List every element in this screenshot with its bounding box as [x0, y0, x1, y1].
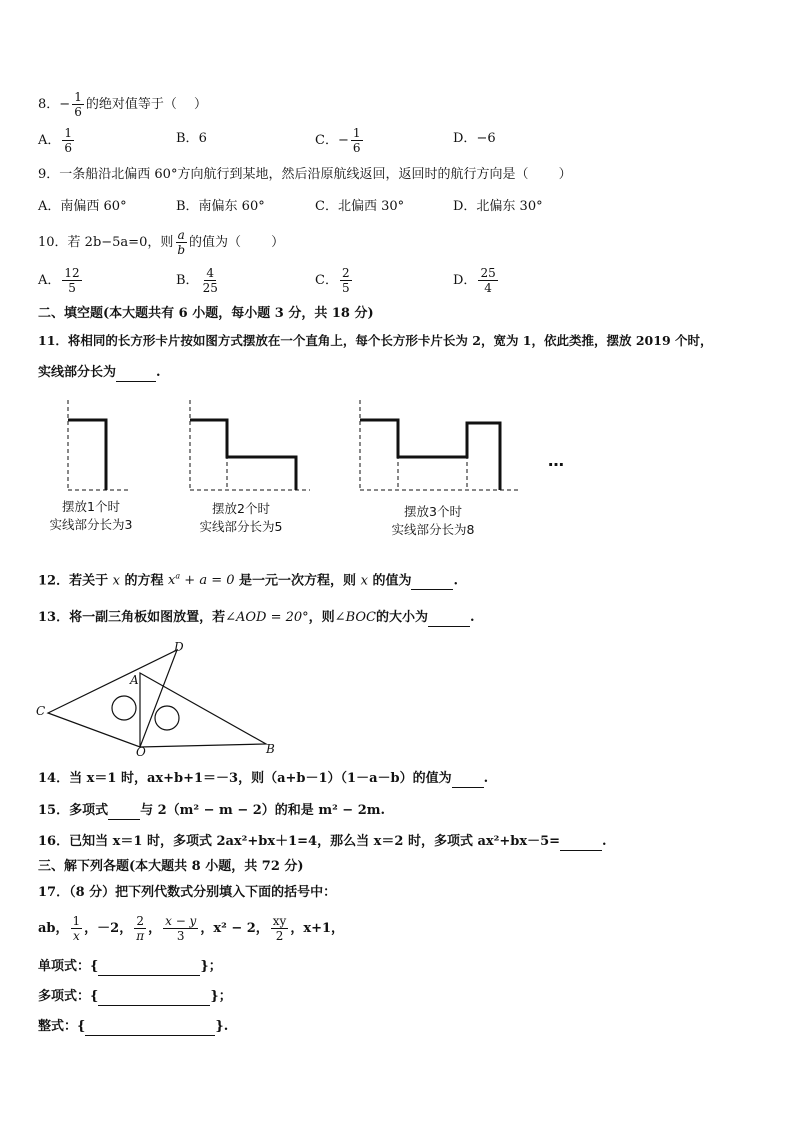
- answer-blank[interactable]: [428, 626, 470, 627]
- q13-text: ，则: [308, 610, 335, 625]
- denominator: 6: [74, 105, 82, 119]
- minus-sign: −: [59, 97, 71, 112]
- denominator: b: [177, 243, 186, 257]
- q9-option-b: B．南偏东 60°: [176, 199, 265, 214]
- question-11-line1: 11．将相同的长方形卡片按如图方式摆放在一个直角上，每个长方形卡片长为 2，宽为 1，依此类推，摆放 2019 个时，: [38, 333, 713, 348]
- option-label: A．: [38, 133, 61, 148]
- polynomial-answer-blank[interactable]: [98, 1005, 210, 1006]
- option-label: A．: [38, 273, 61, 288]
- caption-line: 摆放1个时: [62, 499, 120, 514]
- fraction: [175, 228, 187, 257]
- option-label: D．: [453, 131, 477, 146]
- question-12: 12．若关于 x 的方程 $x^a + a = 0$ 是一元一次方程，则 x 的值为 .: [38, 572, 459, 589]
- answer-blank[interactable]: [452, 787, 484, 788]
- denominator: 5: [68, 281, 76, 295]
- section-3-heading: 三、解下列各题(本大题共 8 小题，共 72 分): [38, 859, 304, 874]
- fraction: [201, 266, 220, 295]
- q12-text: 的值为: [372, 573, 412, 589]
- question-13: 13．将一副三角板如图放置，若∠AOD = 20°，则∠BOC的大小为 .: [38, 610, 475, 625]
- q10-prefix: 10．若 2b−5a=0，则: [38, 235, 174, 250]
- option-label: B．: [176, 273, 199, 288]
- numerator: 1: [64, 126, 73, 140]
- row-close: }；: [200, 959, 222, 974]
- q12-text: 是一元一次方程，则: [239, 573, 357, 589]
- minus-sign: −: [337, 133, 349, 148]
- caption-line: 摆放3个时: [404, 504, 462, 519]
- equation-rest: + a = 0: [180, 573, 235, 589]
- fraction: [478, 266, 497, 295]
- q8-option-d: [453, 130, 496, 148]
- q10-option-d: [453, 266, 500, 295]
- numerator: x − y: [165, 914, 197, 928]
- answer-blank[interactable]: [116, 381, 156, 382]
- option-label: B．: [176, 131, 199, 146]
- denominator: 6: [352, 141, 361, 155]
- row-close: }；: [210, 989, 232, 1004]
- denominator: π: [136, 929, 145, 943]
- q13-figure: [30, 640, 290, 765]
- fraction: [351, 126, 363, 155]
- caption-line: 实线部分长为8: [391, 522, 475, 537]
- row-close: }.: [215, 1019, 229, 1034]
- fraction: [62, 126, 74, 155]
- numerator: 1: [72, 914, 81, 928]
- q8-option-a: [38, 126, 76, 155]
- numerator: 1: [74, 90, 82, 104]
- numerator: xy: [272, 914, 287, 928]
- row-label: 单项式：{: [38, 959, 99, 974]
- item: ，－2，: [84, 921, 133, 936]
- caption-line: 实线部分长为3: [49, 517, 133, 532]
- q9-option-c: C．北偏西 30°: [315, 199, 405, 214]
- q10-option-b: [176, 266, 222, 295]
- numerator: 1: [352, 126, 361, 140]
- ellipsis: …: [548, 451, 564, 470]
- numerator: a: [177, 228, 185, 242]
- option-label: D．: [453, 273, 477, 288]
- polynomial-row: [38, 988, 232, 1006]
- q16-text: 16．已知当 x＝1 时，多项式 2ax²+bx＋1=4，那么当 x＝2 时，多项式 ax²+bx－5=: [38, 834, 561, 849]
- q9-option-d: D．北偏东 30°: [453, 199, 543, 214]
- angle-expression: ∠AOD = 20°: [225, 610, 309, 625]
- answer-blank[interactable]: [411, 589, 453, 590]
- answer-blank[interactable]: [108, 819, 140, 820]
- question-11-line2: 实线部分长为 .: [38, 365, 161, 380]
- q8-option-c: [315, 126, 365, 155]
- q14-text: 14．当 x＝1 时，ax+b+1＝－3，则（a+b－1）（1－a－b）的值为: [38, 771, 452, 786]
- figure-3-caption: [378, 503, 488, 539]
- question-9: 9．一条船沿北偏西 60°方向航行到某地，然后沿原航线返回，返回时的航行方向是（ ）: [38, 167, 572, 182]
- figure-2-caption: [186, 500, 296, 536]
- numerator: 4: [206, 266, 215, 280]
- denominator: 5: [341, 281, 350, 295]
- option-label: C．: [315, 273, 338, 288]
- denominator: 2: [275, 929, 284, 943]
- question-14: 14．当 x＝1 时，ax+b+1＝－3，则（a+b－1）（1－a－b）的值为 .: [38, 771, 489, 786]
- numerator: 12: [64, 266, 80, 280]
- question-16: 16．已知当 x＝1 时，多项式 2ax²+bx＋1=4，那么当 x＝2 时，多项式 ax²+bx－5= .: [38, 834, 607, 849]
- q13-text: 的大小为: [375, 610, 428, 625]
- fraction: [134, 914, 146, 943]
- q15-text: 15．多项式: [38, 803, 109, 818]
- point-d-label: D: [174, 640, 184, 654]
- q8-option-b: [176, 130, 207, 148]
- option-text: 6: [198, 131, 207, 146]
- question-10: [38, 228, 284, 257]
- q8-text: 的绝对值等于（ ）: [85, 97, 207, 112]
- denominator: 6: [64, 141, 73, 155]
- q11-text: 实线部分长为: [38, 365, 117, 380]
- q11-figure: [30, 395, 600, 500]
- item: ab，: [38, 921, 69, 936]
- q8-number: 8．: [38, 97, 60, 112]
- denominator: 3: [176, 929, 185, 943]
- item: ，x+1，: [290, 921, 345, 936]
- fraction: [72, 90, 84, 119]
- option-label: C．: [315, 133, 338, 148]
- fraction: [62, 266, 81, 295]
- option-text: −6: [476, 131, 496, 146]
- angle-expression: ∠BOC: [334, 610, 376, 625]
- equation: [168, 573, 234, 588]
- q12-text: 的方程: [124, 573, 164, 589]
- variable-x: x: [112, 573, 120, 589]
- q9-option-a: A．南偏西 60°: [38, 199, 127, 214]
- fraction: [340, 266, 352, 295]
- integral-row: [38, 1018, 228, 1036]
- point-c-label: C: [36, 704, 46, 718]
- point-b-label: B: [266, 742, 275, 756]
- question-8: [38, 90, 207, 119]
- numerator: 25: [480, 266, 496, 280]
- monomial-row: [38, 958, 222, 976]
- q10-option-a: [38, 266, 84, 295]
- integral-answer-blank[interactable]: [85, 1035, 215, 1036]
- monomial-answer-blank[interactable]: [98, 975, 200, 976]
- numerator: 2: [341, 266, 350, 280]
- section-2-heading: 二、填空题(本大题共有 6 小题，每小题 3 分，共 18 分): [38, 306, 374, 321]
- question-17-title: 17．（8 分）把下列代数式分别填入下面的括号中：: [38, 885, 337, 900]
- variable-x: x: [360, 573, 368, 589]
- q15-text: 与 2（m² − m − 2）的和是 m² − 2m.: [140, 803, 386, 818]
- denominator: x: [72, 929, 80, 943]
- numerator: 2: [136, 914, 144, 928]
- question-15: [38, 802, 385, 820]
- caption-line: 实线部分长为5: [199, 519, 283, 534]
- point-a-label: A: [130, 673, 139, 687]
- row-label: 多项式：{: [38, 989, 99, 1004]
- q17-items: ab， $\frac{1}{x}$ ，－2， $\frac{2}{\pi}$ ， $\frac{x - y}{3}$ ，x² − 2， $\frac{xy}{2}$ ，x+1，: [38, 914, 345, 943]
- fraction: [163, 914, 198, 943]
- exponent: a: [175, 572, 181, 581]
- q12-text: 12．若关于: [38, 573, 109, 589]
- q13-text: 13．将一副三角板如图放置，若: [38, 610, 226, 625]
- item: ，x² − 2，: [200, 921, 269, 936]
- row-label: 整式：{: [38, 1019, 86, 1034]
- answer-blank[interactable]: [560, 850, 602, 851]
- q10-option-c: [315, 266, 354, 295]
- denominator: 25: [202, 281, 218, 295]
- caption-line: 摆放2个时: [212, 501, 270, 516]
- denominator: 4: [484, 281, 492, 295]
- figure-1-caption: [36, 498, 146, 534]
- q10-suffix: 的值为（ ）: [189, 235, 285, 250]
- fraction: [71, 914, 83, 943]
- equation-var: x: [168, 573, 176, 589]
- fraction: [271, 914, 289, 943]
- point-o-label: O: [136, 745, 146, 759]
